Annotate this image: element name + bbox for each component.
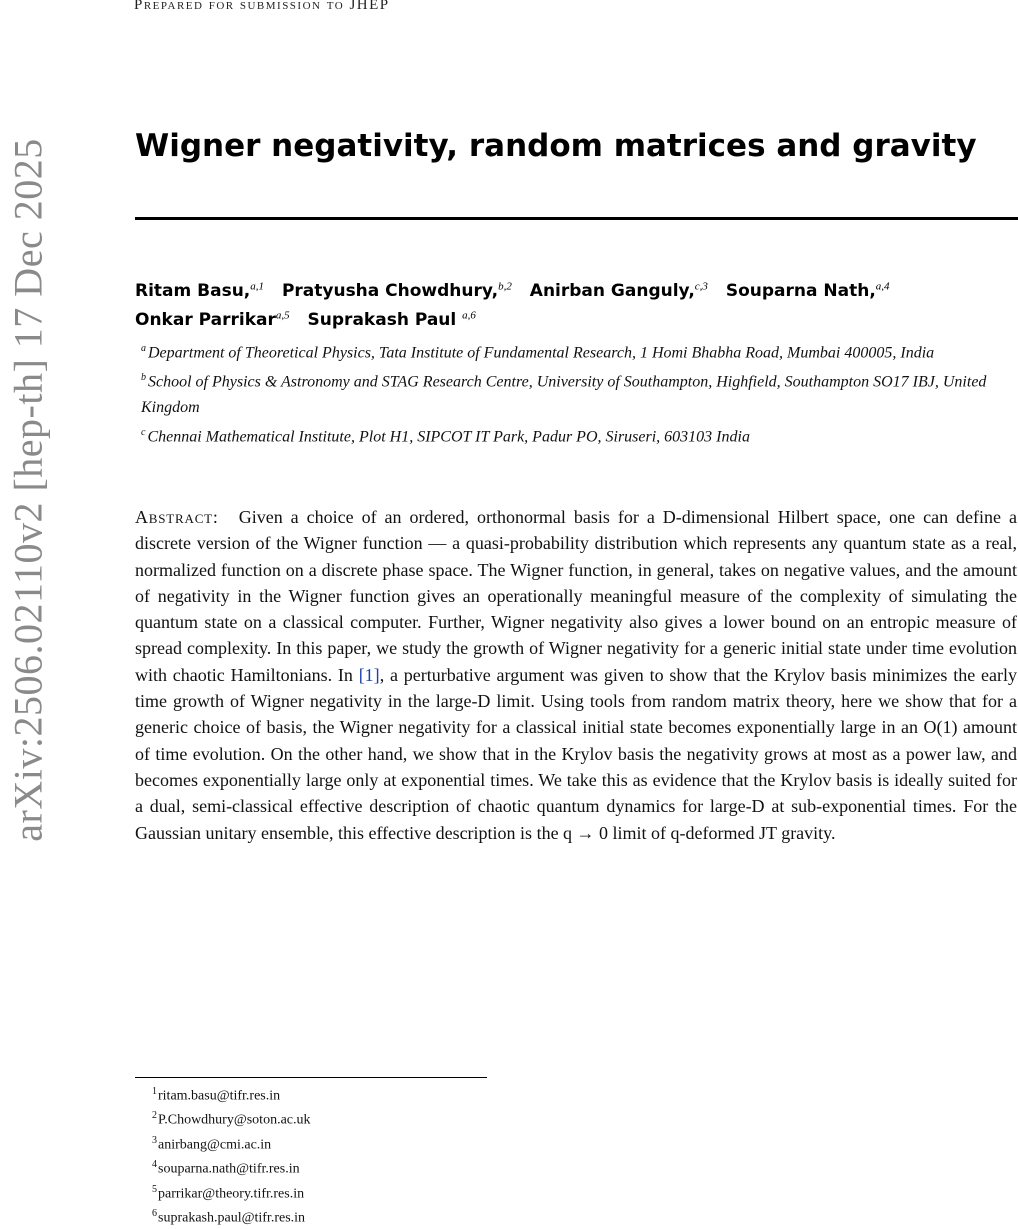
footnote: $^2$P.Chowdhury@soton.ac.uk [152,1110,311,1129]
abstract-label: Abstract: [135,507,219,527]
footnote: $^4$souparna.nath@tifr.res.in [152,1159,300,1178]
abstract-text: Given a choice of an ordered, orthonormal basis for a D-dimensional Hilbert space, one can define a discrete version of the Wigner function — a quasi-probability distribution which represents any quantum state as a real, normalized function on a discrete phase space. The Wigner function, in general, takes on negative values, and the amount of negativity in the Wigner function gives an operationally meaningful measure of the complexity of simulating the quantum state on a classical computer. Further, Wigner negativity also gives a lower bound on an entropic measure of spread complexity. In this paper, we study the growth of Wigner negativity for a generic initial state under time evolution with chaotic Hamiltonians. In [135,507,1017,685]
author-list [135,274,955,333]
affiliation-list [141,336,1018,449]
title-divider [135,217,1018,220]
author: Ritam Basu,$^{a,1}$ [135,280,265,301]
footnote-divider [135,1077,487,1078]
paper-title: Wigner negativity, random matrices and gravity [135,128,977,164]
author: Pratyusha Chowdhury,$^{b,2}$ [281,280,512,301]
citation-link[interactable]: [1] [358,664,380,685]
arxiv-identifier: arXiv:2506.02110v2 [hep-th] 17 Dec 2025 [5,138,51,842]
abstract [135,504,1017,846]
journal-header: Prepared for submission to JHEP [134,0,390,13]
affiliation: $^b$ School of Physics & Astronomy and STAG Research Centre, University of Southampton, Highfield, Southampton SO17 IBJ, United Kingdom [141,372,987,416]
footnote: $^5$parrikar@theory.tifr.res.in [152,1183,305,1202]
arxiv-stamp [0,0,58,980]
author: Onkar Parrikar$^{a,5}$ [135,309,290,331]
author: Anirban Ganguly,$^{c,3}$ [529,280,708,301]
affiliation: $^c$ Chennai Mathematical Institute, Plot H1, SIPCOT IT Park, Padur PO, Siruseri, 603103 India [141,426,750,445]
abstract-text-continued: , a perturbative argument was given to show that the Krylov basis minimizes the early time growth of Wigner negativity in the large-D limit. Using tools from random matrix theory, here we show that for a generic choice of basis, the Wigner negativity for a classical initial state becomes exponentially large in an O(1) amount of time evolution. On the other hand, we show that in the Krylov basis the negativity grows at most as a power law, and becomes exponentially large only at exponential times. We take this as evidence that the Krylov basis is ideally suited for a dual, semi-classical effective description of chaotic quantum dynamics for large-D at sub-exponential times. For the Gaussian unitary ensemble, this effective description is the q → 0 limit of q-deformed JT gravity. [135,664,1018,843]
author: Suprakash Paul $^{a,6}$ [307,309,476,331]
footnote: $^3$anirbang@cmi.ac.in [152,1134,272,1153]
author: Souparna Nath,$^{a,4}$ [725,280,890,301]
affiliation: $^a$ Department of Theoretical Physics, Tata Institute of Fundamental Research, 1 Homi Bhabha Road, Mumbai 400005, India [141,343,935,362]
footnote: $^6$suprakash.paul@tifr.res.in [152,1208,306,1226]
footnote-list [152,1082,311,1229]
footnote: $^1$ritam.basu@tifr.res.in [152,1086,281,1104]
